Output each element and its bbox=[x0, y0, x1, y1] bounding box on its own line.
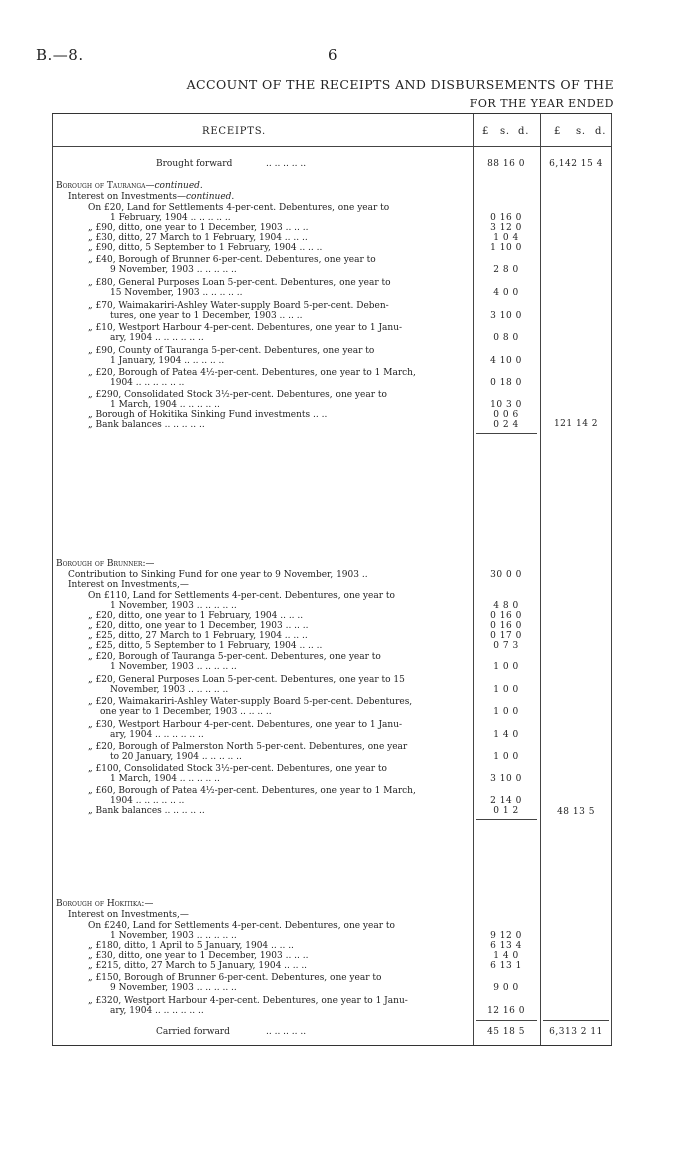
total-pounds-header: £ bbox=[554, 126, 562, 137]
line-item bbox=[52, 661, 612, 673]
line-item-text: „ £90, ditto, one year to 1 December, 1903 .. .. .. bbox=[88, 223, 309, 233]
subtotal-rule bbox=[476, 1020, 537, 1021]
amount-cell: 0 7 3 bbox=[493, 641, 519, 651]
line-item-text: 15 November, 1903 .. .. .. .. .. bbox=[110, 288, 243, 298]
amount-cell: 0 16 0 bbox=[490, 621, 522, 631]
line-item-text: 1 January, 1904 .. .. .. .. .. bbox=[110, 356, 225, 366]
line-item-text: 1 March, 1904 .. .. .. .. .. bbox=[110, 774, 220, 784]
line-item-text: 1 March, 1904 .. .. .. .. .. bbox=[110, 400, 220, 410]
carried-forward-label: Carried forward bbox=[156, 1027, 230, 1037]
line-item-text: 1 November, 1903 .. .. .. .. .. bbox=[110, 601, 237, 611]
line-item-text: „ £80, General Purposes Loan 5-per-cent. Debentures, one year to bbox=[88, 278, 391, 288]
brought-forward-label: Brought forward bbox=[156, 159, 233, 169]
carried-forward-amount: 45 18 5 bbox=[487, 1027, 525, 1037]
line-item-text: „ £290, Consolidated Stock 3½-per-cent. Debentures, one year to bbox=[88, 390, 387, 400]
line-item-text: „ £30, ditto, one year to 1 December, 1903 .. .. .. bbox=[88, 951, 309, 961]
line-item-text: „ £100, Consolidated Stock 3½-per-cent. Debentures, one year to bbox=[88, 764, 387, 774]
line-item-text: 1904 .. .. .. .. .. .. bbox=[110, 378, 185, 388]
line-item-text: „ £20, General Purposes Loan 5-per-cent. Debentures, one year to 15 bbox=[88, 675, 405, 685]
line-item-text: „ £20, Borough of Patea 4½-per-cent. Debentures, one year to 1 March, bbox=[88, 368, 416, 378]
interest-label: Interest on Investments,— bbox=[68, 910, 189, 920]
amount-cell: 1 4 0 bbox=[493, 951, 519, 961]
line-item-text: 9 November, 1903 .. .. .. .. .. bbox=[110, 983, 237, 993]
amount-cell: 1 0 0 bbox=[493, 685, 519, 695]
line-item-text: „ £30, Westport Harbour 4-per-cent. Debentures, one year to 1 Janu- bbox=[88, 720, 403, 730]
amount-cell: 4 0 0 bbox=[493, 288, 519, 298]
amount-cell: 1 0 0 bbox=[493, 752, 519, 762]
amount-cell: 1 0 0 bbox=[493, 662, 519, 672]
page-number: 6 bbox=[328, 46, 338, 64]
line-item-text: November, 1903 .. .. .. .. .. bbox=[110, 685, 229, 695]
amount-cell: 1 0 4 bbox=[493, 233, 519, 243]
line-item-text: to 20 January, 1904 .. .. .. .. .. bbox=[110, 752, 242, 762]
line-item-text: ary, 1904 .. .. .. .. .. .. bbox=[110, 730, 204, 740]
line-item-text: 1904 .. .. .. .. .. .. bbox=[110, 796, 185, 806]
amount-cell: 0 2 4 bbox=[493, 420, 519, 430]
section-total-row bbox=[52, 418, 612, 430]
amount-cell: 0 16 0 bbox=[490, 213, 522, 223]
line-item bbox=[52, 773, 612, 785]
brought-forward-total: 6,142 15 4 bbox=[549, 159, 603, 169]
line-item bbox=[52, 310, 612, 322]
amount-cell: 2 14 0 bbox=[490, 796, 522, 806]
amount-cell: 4 10 0 bbox=[490, 356, 522, 366]
brought-forward-row bbox=[52, 158, 612, 170]
line-item-text: 9 November, 1903 .. .. .. .. .. bbox=[110, 265, 237, 275]
pounds-header: £ bbox=[482, 126, 490, 137]
page-subtitle: FOR THE YEAR ENDED bbox=[469, 97, 614, 110]
line-item-text: 1 November, 1903 .. .. .. .. .. bbox=[110, 662, 237, 672]
line-item-text: „ £30, ditto, 27 March to 1 February, 1904 .. .. .. bbox=[88, 233, 308, 243]
amount-cell: 12 16 0 bbox=[487, 1006, 525, 1016]
amount-cell: 1 0 0 bbox=[493, 707, 519, 717]
amount-cell: 0 8 0 bbox=[493, 333, 519, 343]
line-item-text: „ £20, ditto, one year to 1 December, 1903 .. .. .. bbox=[88, 621, 309, 631]
continued-note: continued. bbox=[154, 181, 203, 191]
line-item-text: tures, one year to 1 December, 1903 .. .. .. bbox=[110, 311, 303, 321]
total-pence-header: d. bbox=[595, 126, 607, 137]
line-item-text: „ £60, Borough of Patea 4½-per-cent. Debentures, one year to 1 March, bbox=[88, 786, 416, 796]
section-total: 121 14 2 bbox=[553, 419, 599, 429]
amount-cell: 0 16 0 bbox=[490, 611, 522, 621]
subtotal-rule bbox=[476, 433, 537, 434]
line-item-text: „ £20, ditto, one year to 1 February, 1904 .. .. .. bbox=[88, 611, 304, 621]
subtotal-rule bbox=[476, 819, 537, 820]
continued-note: continued. bbox=[185, 192, 235, 202]
line-item-text: „ £180, ditto, 1 April to 5 January, 1904 .. .. .. bbox=[88, 941, 294, 951]
leader-dots: .. .. .. .. .. bbox=[266, 159, 307, 169]
line-item-text: „ Bank balances .. .. .. .. .. bbox=[88, 420, 205, 430]
line-item bbox=[52, 355, 612, 367]
line-item-text: one year to 1 December, 1903 .. .. .. .. bbox=[100, 707, 272, 717]
section-total: 48 13 5 bbox=[557, 807, 595, 817]
amount-cell: 0 18 0 bbox=[490, 378, 522, 388]
carried-forward-row bbox=[52, 1026, 612, 1038]
line-item bbox=[52, 960, 612, 972]
line-item-text: On £20, Land for Settlements 4-per-cent. Debentures, one year to bbox=[88, 203, 390, 213]
total-shillings-header: s. bbox=[576, 126, 586, 137]
section-total-row bbox=[52, 806, 612, 818]
line-item-text: ary, 1904 .. .. .. .. .. .. bbox=[110, 333, 204, 343]
amount-cell: 6 13 1 bbox=[490, 961, 522, 971]
amount-cell: 3 10 0 bbox=[490, 311, 522, 321]
line-item bbox=[52, 264, 612, 276]
line-item bbox=[52, 287, 612, 299]
amount-cell: 0 17 0 bbox=[490, 631, 522, 641]
line-item-text: ary, 1904 .. .. .. .. .. .. bbox=[110, 1006, 204, 1016]
line-item-text: „ £150, Borough of Brunner 6-per-cent. Debentures, one year to bbox=[88, 973, 382, 983]
amount-cell: 10 3 0 bbox=[490, 400, 522, 410]
brought-forward-amount: 88 16 0 bbox=[487, 159, 525, 169]
pence-header: d. bbox=[518, 126, 530, 137]
amount-cell: 3 10 0 bbox=[490, 774, 522, 784]
line-item-text: „ £25, ditto, 27 March to 1 February, 1904 .. .. .. bbox=[88, 631, 308, 641]
interest-label: Interest on Investments— bbox=[68, 192, 186, 202]
line-item-text: „ £20, Borough of Tauranga 5-per-cent. Debentures, one year to bbox=[88, 652, 381, 662]
line-item-text: „ £320, Westport Harbour 4-per-cent. Debentures, one year to 1 Janu- bbox=[88, 996, 408, 1006]
line-item-text: „ £10, Westport Harbour 4-per-cent. Debentures, one year to 1 Janu- bbox=[88, 323, 403, 333]
line-item bbox=[52, 377, 612, 389]
amount-cell: 6 13 4 bbox=[490, 941, 522, 951]
line-item bbox=[52, 751, 612, 763]
amount-cell: 9 12 0 bbox=[490, 931, 522, 941]
line-item-text: „ £25, ditto, 5 September to 1 February, 1904 .. .. .. bbox=[88, 641, 323, 651]
line-item-text: „ £20, Waimakariri-Ashley Water-supply Board 5-per-cent. Debentures, bbox=[88, 697, 413, 707]
amount-cell: 9 0 0 bbox=[493, 983, 519, 993]
amount-cell: 30 0 0 bbox=[490, 570, 522, 580]
line-item bbox=[52, 242, 612, 254]
line-item-text: „ £70, Waimakariri-Ashley Water-supply Board 5-per-cent. Deben- bbox=[88, 301, 389, 311]
line-item-text: „ £90, ditto, 5 September to 1 February, 1904 .. .. .. bbox=[88, 243, 323, 253]
amount-cell: 0 1 2 bbox=[493, 806, 519, 816]
total-rule bbox=[543, 1020, 609, 1021]
line-item bbox=[52, 684, 612, 696]
line-item-text: 1 February, 1904 .. .. .. .. .. bbox=[110, 213, 231, 223]
line-item bbox=[52, 729, 612, 741]
line-item bbox=[52, 1005, 612, 1017]
leader-dots: .. .. .. .. .. bbox=[266, 1027, 307, 1037]
page-title: ACCOUNT OF THE RECEIPTS AND DISBURSEMENTS OF THE bbox=[186, 77, 614, 92]
carried-forward-total: 6,313 2 11 bbox=[549, 1027, 603, 1037]
amount-cell: 0 0 6 bbox=[493, 410, 519, 420]
receipts-column-header: RECEIPTS. bbox=[202, 126, 267, 137]
header-divider bbox=[52, 146, 612, 147]
line-item-text: 1 November, 1903 .. .. .. .. .. bbox=[110, 931, 237, 941]
amount-cell: 2 8 0 bbox=[493, 265, 519, 275]
amount-cell: 4 8 0 bbox=[493, 601, 519, 611]
amount-cell: 3 12 0 bbox=[490, 223, 522, 233]
amount-cell: 1 10 0 bbox=[490, 243, 522, 253]
line-item-text: On £240, Land for Settlements 4-per-cent. Debentures, one year to bbox=[88, 921, 395, 931]
line-item-text: „ Bank balances .. .. .. .. .. bbox=[88, 806, 205, 816]
receipts-ledger bbox=[52, 113, 612, 1046]
interest-label: Interest on Investments,— bbox=[68, 580, 189, 590]
section-heading-text: Borough of Brunner:— bbox=[56, 559, 155, 569]
line-item-text: „ £20, Borough of Palmerston North 5-per-cent. Debentures, one year bbox=[88, 742, 408, 752]
line-item-text: „ Borough of Hokitika Sinking Fund investments .. .. bbox=[88, 410, 328, 420]
line-item bbox=[52, 982, 612, 994]
section-heading-text: Borough of Hokitika:— bbox=[56, 899, 154, 909]
line-item-text: „ £40, Borough of Brunner 6-per-cent. Debentures, one year to bbox=[88, 255, 376, 265]
line-item-text: „ £215, ditto, 27 March to 5 January, 1904 .. .. .. bbox=[88, 961, 308, 971]
line-item bbox=[52, 332, 612, 344]
line-item bbox=[52, 706, 612, 718]
line-item-text: „ £90, County of Tauranga 5-per-cent. Debentures, one year to bbox=[88, 346, 375, 356]
shillings-header: s. bbox=[500, 126, 510, 137]
line-item-text: Contribution to Sinking Fund for one year to 9 November, 1903 .. bbox=[68, 570, 368, 580]
document-reference: B.—8. bbox=[36, 46, 84, 64]
amount-cell: 1 4 0 bbox=[493, 730, 519, 740]
section-heading-text: Borough of Tauranga— bbox=[56, 181, 155, 191]
line-item-text: On £110, Land for Settlements 4-per-cent. Debentures, one year to bbox=[88, 591, 395, 601]
